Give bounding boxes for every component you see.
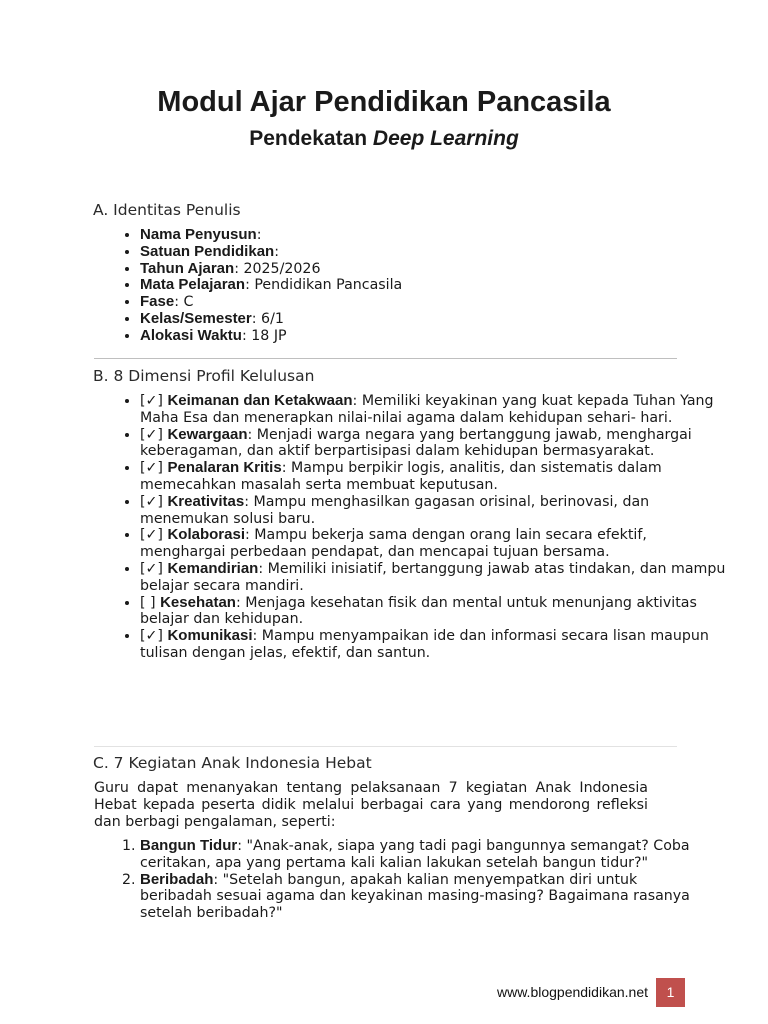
dimension-item bbox=[140, 494, 728, 528]
dimension-item bbox=[140, 628, 728, 662]
page-number-badge: 1 bbox=[656, 978, 685, 1007]
document-subtitle bbox=[0, 127, 768, 151]
identity-label: Fase bbox=[140, 293, 175, 311]
activity-question: : "Setelah bangun, apakah kalian menyempatkan diri untuk beribadah sesuai agama dan keyakinan masing-masing? Bagaimana rasanya setelah beribadah?" bbox=[140, 871, 690, 922]
identity-value: : 2025/2026 bbox=[234, 260, 321, 277]
dimension-description: : Mampu berpikir logis, analitis, dan sistematis dalam memecahkan masalah serta membuat keputusan. bbox=[140, 460, 662, 493]
dimension-description: : Mampu menghasilkan gagasan orisinal, berinovasi, dan menemukan solusi baru. bbox=[140, 493, 650, 527]
activity-item bbox=[140, 872, 700, 922]
identity-value: : bbox=[256, 227, 262, 243]
dimension-description: : Mampu bekerja sama dengan orang lain secara efektif, menghargai perbedaan pendapat, dan mencapai tujuan bersama. bbox=[140, 527, 647, 561]
identity-value: : 6/1 bbox=[251, 310, 284, 327]
dimension-checkbox: [ ] bbox=[140, 594, 161, 611]
identity-label: Kelas/Semester bbox=[140, 309, 252, 327]
activity-label: Beribadah bbox=[140, 870, 214, 888]
dimension-item bbox=[140, 527, 728, 561]
dimension-item bbox=[140, 595, 728, 629]
section-b-heading: B. 8 Dimensi Profil Kelulusan bbox=[93, 367, 315, 385]
dimension-item bbox=[140, 427, 728, 461]
identity-item bbox=[140, 227, 730, 244]
activity-item bbox=[140, 838, 700, 872]
identity-value: : C bbox=[174, 294, 194, 311]
identity-item bbox=[140, 261, 730, 278]
identity-value: : bbox=[274, 243, 279, 260]
identity-label: Tahun Ajaran bbox=[140, 259, 235, 277]
activity-question: : "Anak-anak, siapa yang tadi pagi bangunnya semangat? Coba ceritakan, apa yang pertama kali kalian lakukan setelah bangun tidur?" bbox=[140, 838, 690, 871]
section-c-heading: C. 7 Kegiatan Anak Indonesia Hebat bbox=[93, 754, 372, 772]
identity-label: Nama Penyusun bbox=[140, 226, 257, 243]
identity-label: Satuan Pendidikan bbox=[140, 242, 275, 260]
dimension-description: : Memiliki inisiatif, bertanggung jawab atas tindakan, dan mampu belajar secara mandiri. bbox=[140, 560, 726, 594]
dimension-label: Kemandirian bbox=[167, 559, 259, 577]
dimension-label: Penalaran Kritis bbox=[167, 459, 282, 477]
dimension-label: Kreativitas bbox=[167, 492, 245, 510]
identity-item bbox=[140, 294, 730, 311]
identity-label: Alokasi Waktu bbox=[140, 326, 242, 344]
dimension-checkbox: [✓] bbox=[140, 560, 168, 577]
dimension-checkbox: [✓] bbox=[140, 460, 168, 477]
section-divider bbox=[94, 746, 677, 747]
subtitle-prefix: Pendekatan bbox=[249, 127, 373, 150]
identity-label: Mata Pelajaran bbox=[140, 276, 246, 294]
dimension-label: Keimanan dan Ketakwaan bbox=[167, 392, 353, 409]
dimension-checkbox: [✓] bbox=[140, 426, 168, 443]
dimension-description: : Mampu menyampaikan ide dan informasi secara lisan maupun tulisan dengan jelas, efektif, dan santun. bbox=[140, 628, 709, 661]
dimension-description: : Menjaga kesehatan fisik dan mental untuk menunjang aktivitas belajar dan kehidupan. bbox=[140, 594, 697, 628]
section-divider bbox=[94, 358, 677, 359]
dimension-description: : Memiliki keyakinan yang kuat kepada Tuhan Yang Maha Esa dan menerapkan nilai-nilai agama dalam kehidupan sehari- hari. bbox=[140, 393, 714, 426]
dimension-label: Kewargaan bbox=[167, 425, 248, 443]
section-c-intro: Guru dapat menanyakan tentang pelaksanaan 7 kegiatan Anak Indonesia Hebat kepada peserta didik melalui berbagai cara yang mendorong refleksi dan berbagi pengalaman, seperti: bbox=[94, 780, 648, 830]
footer-website-link[interactable]: www.blogpendidikan.net bbox=[497, 984, 648, 1000]
dimension-checkbox: [✓] bbox=[140, 493, 168, 510]
subtitle-emphasis: Deep Learning bbox=[372, 127, 519, 150]
document-title: Modul Ajar Pendidikan Pancasila bbox=[157, 86, 611, 118]
identity-value: : 18 JP bbox=[241, 327, 287, 344]
dimension-label: Kolaborasi bbox=[167, 526, 245, 544]
activity-label: Bangun Tidur bbox=[140, 837, 238, 854]
dimension-label: Kesehatan bbox=[160, 593, 236, 611]
identity-item bbox=[140, 277, 730, 294]
identity-item bbox=[140, 328, 730, 345]
dimension-checkbox: [✓] bbox=[140, 393, 168, 409]
identity-value: : Pendidikan Pancasila bbox=[245, 277, 403, 294]
dimension-checkbox: [✓] bbox=[140, 628, 168, 645]
identity-list bbox=[93, 227, 730, 345]
dimension-description: : Menjadi warga negara yang bertanggung jawab, menghargai keberagaman, dan aktif berpartisipasi dalam kehidupan bermasyarakat. bbox=[140, 426, 692, 460]
dimension-checkbox: [✓] bbox=[140, 527, 168, 544]
dimension-item bbox=[140, 561, 728, 595]
dimension-item bbox=[140, 460, 728, 494]
section-a-heading: A. Identitas Penulis bbox=[93, 201, 241, 219]
identity-item bbox=[140, 311, 730, 328]
dimension-item bbox=[140, 393, 728, 427]
activities-list bbox=[93, 838, 700, 922]
profile-dimensions-list bbox=[93, 393, 728, 662]
identity-item bbox=[140, 244, 730, 261]
dimension-label: Komunikasi bbox=[167, 627, 253, 645]
